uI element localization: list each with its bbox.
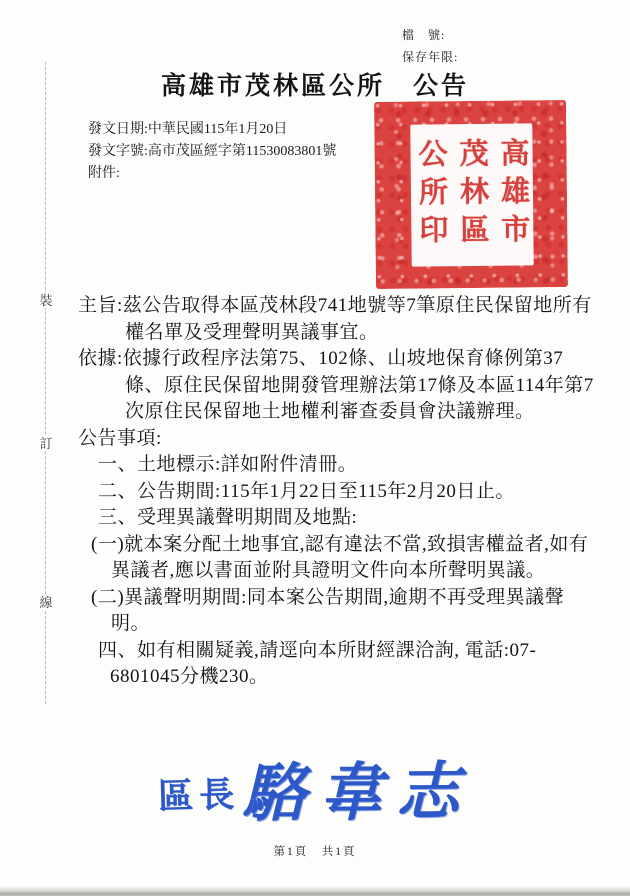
issue-meta-block [88, 119, 336, 185]
basis-paragraph: 依據:依據行政程序法第75、102條、山坡地保育條例第37條、原住民保留地開發管理辦法第17條及本區114年第7次原住民保留地土地權利審查委員會決議辦理。 [78, 348, 594, 422]
attachment-label: 附件: [88, 166, 120, 181]
seal-text-column-2: 茂林區 [455, 137, 489, 253]
signature-name: 駱韋志 [241, 756, 474, 830]
announcement-subitem-2: (二)異議聲明期間:同本案公告期間,逾期不再受理異議聲明。 [91, 586, 565, 634]
announcement-body [78, 293, 594, 691]
seal-text-column-3: 公所印 [414, 138, 448, 253]
announcement-heading: 公告事項: [78, 427, 162, 449]
retention-period-label: 保存年限: [402, 50, 459, 64]
binding-mark-xian: 線 [39, 595, 53, 610]
issue-number: 發文字號:高市茂區經字第11530083801號 [88, 144, 337, 159]
document-title: 高雄市茂林區公所 公告 [160, 73, 469, 100]
announcement-item-2: 二、公告期間:115年1月22日至115年2月20日止。 [98, 480, 515, 502]
announcement-item-3: 三、受理異議聲明期間及地點: [98, 507, 358, 528]
binding-mark-ding: 訂 [39, 436, 53, 451]
binding-mark-zhuang: 裝 [39, 293, 53, 308]
issue-date: 發文日期:中華民國115年1月20日 [88, 122, 288, 137]
seal-text-column-1: 高雄市 [496, 137, 530, 252]
page-footer: 第1頁 共1頁 [273, 846, 357, 858]
subject-paragraph: 主旨:茲公告取得本區茂林段741地號等7筆原住民保留地所有權名單及受理聲明異議事宜。 [78, 295, 592, 343]
official-seal-inner [410, 123, 533, 266]
announcement-subitem-1: (一)就本案分配土地事宜,認有違法不當,致損害權益者,如有異議者,應以書面並附具證明文件向本所聲明異議。 [91, 533, 589, 581]
announcement-item-4: 四、如有相關疑義,請逕向本所財經課洽詢, 電話:07-6801045分機230。 [98, 639, 537, 687]
signature-title: 區長 [157, 774, 241, 817]
file-number-label: 檔 號: [402, 28, 446, 42]
announcement-item-1: 一、土地標示:詳如附件清冊。 [98, 454, 358, 475]
file-info-block [402, 24, 458, 68]
signature-stamp [150, 742, 480, 837]
scan-edge [0, 886, 630, 896]
official-seal [374, 100, 568, 289]
